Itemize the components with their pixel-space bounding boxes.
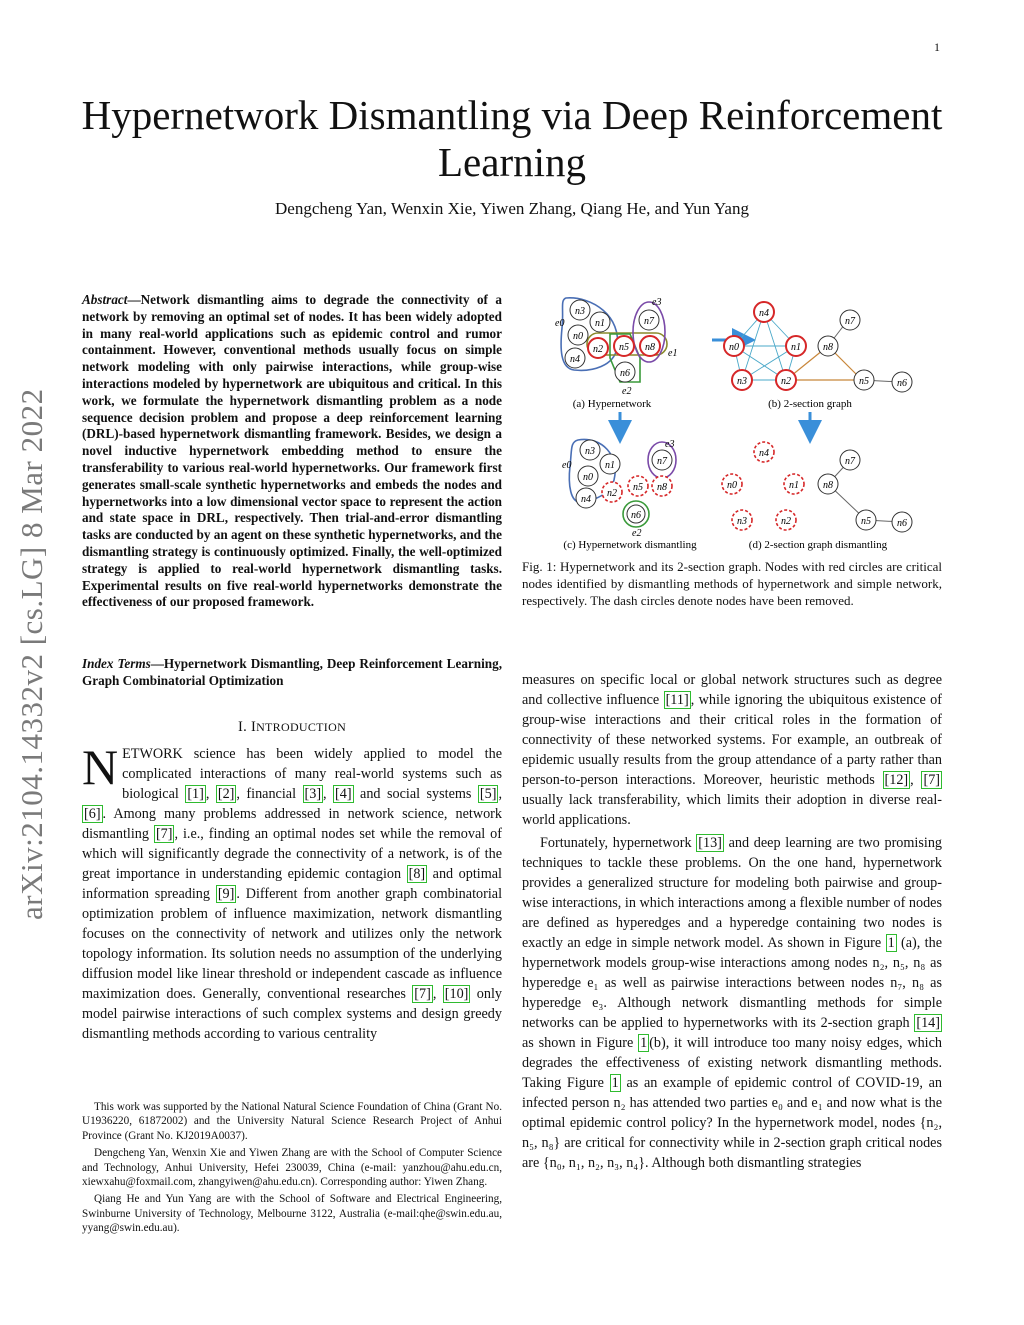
node-label: n5 xyxy=(619,342,629,353)
node-n7 xyxy=(840,450,860,470)
node-label: n8 xyxy=(657,482,667,493)
abstract-label: Abstract xyxy=(82,292,128,307)
node-n4 xyxy=(565,348,585,368)
node-label: n2 xyxy=(607,488,617,499)
edge-label-e0: e0 xyxy=(555,318,565,329)
body-text: , while ignoring the ubiquitous existence of group-wise interactions and their critical roles in the formation of connectivity of these networked systems. For example, an outbreak of epidemic usually results from the group attendance of a party rather than person-to-person interactions. Moreover, heuristic methods xyxy=(522,692,942,788)
intro-text: only model pairwise interactions of such complex systems and design greedy dismantling methods according to various centrality xyxy=(82,986,502,1042)
node-n2-removed xyxy=(776,510,796,530)
citation-link[interactable]: [7] xyxy=(414,986,431,1002)
node-label: n1 xyxy=(595,318,605,329)
intro-text: . Among many problems addressed in network science, network dismantling xyxy=(82,806,502,842)
node-label: n3 xyxy=(737,516,747,527)
citation-link[interactable]: [3] xyxy=(304,786,322,802)
node-label: n1 xyxy=(789,480,799,491)
node-label: n4 xyxy=(570,354,580,365)
node-n2-removed xyxy=(602,482,622,502)
node-n7 xyxy=(840,310,860,330)
node-label: n5 xyxy=(859,376,869,387)
node-n0 xyxy=(578,466,598,486)
intro-text: and social systems xyxy=(353,786,478,802)
author-list: Dengcheng Yan, Wenxin Xie, Yiwen Zhang, Qiang He, and Yun Yang xyxy=(275,199,749,218)
node-label: n0 xyxy=(729,342,739,353)
node-n5 xyxy=(856,510,876,530)
edge-label-e2: e2 xyxy=(622,386,632,397)
node-n3-critical xyxy=(732,370,752,390)
abstract-text: —Network dismantling aims to degrade the connectivity of a network by removing an optimal set of nodes. It has been widely adopted in many real-world applications such as epidemic control and rumor containment. However, conventional methods usually focus on simple network modeling with only pairwise interactions, while group-wise interactions modeled by hypernetwork are ubiquitous and critical. In this work, we formulate the hypernetwork dismantling problem as a node sequence decision problem and propose a deep reinforcement learning (DRL)-based hypernetwork dismantling framework. Besides, we design a novel inductive hypernetwork embedding method to ensure the transferability to various real-world hypernetworks. Our framework first generates small-scale synthetic hypernetworks and embeds the nodes and hypernetworks into a low dimensional vector space to represent the action and state space in DRL, respectively. Then trial-and-error dismantling tasks are conducted by an agent on these synthetic hypernetworks, and the dismantling strategy is continuously optimized. Finally, the well-optimized strategy is applied to real-world hypernetwork dismantling tasks. Experimental results on five real-world hypernetworks demonstrate the effectiveness of our proposed framework. xyxy=(82,292,502,610)
node-label: n7 xyxy=(644,316,654,327)
citation-link[interactable]: [11] xyxy=(665,692,689,708)
intro-text: , xyxy=(498,786,503,802)
node-n0-removed xyxy=(722,474,742,494)
panel-c-hypernetwork-dismantling xyxy=(562,439,697,551)
node-n4-critical xyxy=(754,302,774,322)
intro-text: , xyxy=(432,986,443,1002)
citation-link[interactable]: [2] xyxy=(217,786,235,802)
citation-link[interactable]: [8] xyxy=(408,866,426,882)
node-label: n6 xyxy=(897,378,907,389)
node-label: n4 xyxy=(759,448,769,459)
node-n5 xyxy=(854,370,874,390)
citation-link[interactable]: [5] xyxy=(479,786,497,802)
node-label: n1 xyxy=(605,460,615,471)
figure-1 xyxy=(522,288,942,552)
panel-b-label: (b) 2-section graph xyxy=(768,398,852,410)
body-text: and deep learning are two promising techniques to tackle these problems. On the one hand, hypernetwork provides a generalized structure for modeling both pairwise and group-wise interactions, in which interactions among a flexible number of nodes are defined as hyperedges and a hyperedge containing two nodes is exactly an edge in simple network model. As shown in Figure xyxy=(522,835,943,951)
node-n3 xyxy=(580,440,600,460)
citation-link[interactable]: [7] xyxy=(155,826,173,842)
edge-label-e2: e2 xyxy=(632,528,642,539)
body-text: as an example of epidemic control of COVID-19, an infected person n₂ has attended two parties e₀ and e₁ and now what is the optimal epidemic control policy? In the hypernetwork model, nodes {n₂, n₅, n₈} are critical for connectivity while in 2-section graph critical nodes are {n₀, n₁, n₂, n₃, n₄}. Although both dismantling strategies xyxy=(522,1075,942,1171)
node-n3 xyxy=(570,300,590,320)
panel-d-2-section-dismantling xyxy=(722,442,912,551)
body-text: measures on specific local or global network structures such as degree and collective influence xyxy=(522,672,942,708)
section-heading xyxy=(82,719,502,736)
node-n6 xyxy=(627,505,645,523)
citation-link[interactable]: [13] xyxy=(698,835,722,851)
drop-cap: N xyxy=(82,739,119,795)
footnote-funding: This work was supported by the National Natural Science Foundation of China (Grant No. U1936220, 61872002) and the University Natural Science Research Project of Anhui Province (Grant No. KJ2019A0037). xyxy=(82,1101,502,1142)
citation-link[interactable]: [4] xyxy=(335,786,352,802)
node-label: n8 xyxy=(823,342,833,353)
body-text: (a), the hypernetwork models group-wise interactions among nodes n₂, n₅, n₈ as hyperedge e₁ as well as pairwise interactions between nodes n₇, n₈ as hyperedge e₃. Although network dismantling methods for simple networks can be applied to hypernetworks with its 2-section graph xyxy=(522,935,942,1031)
index-terms-text: —Hypernetwork Dismantling, Deep Reinforcement Learning, Graph Combinatorial Optimization xyxy=(82,656,502,688)
node-label: n5 xyxy=(633,482,643,493)
figure-reference-link[interactable]: 1 xyxy=(887,935,895,951)
intro-text: science has been widely applied to model the complicated interactions of many real-world systems such as biological xyxy=(122,746,502,802)
page-number: 1 xyxy=(934,40,940,54)
paper-title: Hypernetwork Dismantling via Deep Reinforcement Learning xyxy=(81,92,943,185)
node-label: n7 xyxy=(845,456,855,467)
panel-b-2-section-graph xyxy=(724,302,912,410)
node-n0 xyxy=(568,325,588,345)
panel-a-hypernetwork xyxy=(555,297,677,410)
node-n8 xyxy=(818,474,838,494)
node-n4 xyxy=(576,488,596,508)
node-n2-critical xyxy=(588,338,608,358)
node-label: n7 xyxy=(845,316,855,327)
node-n7 xyxy=(652,450,672,470)
body-text: as shown in Figure xyxy=(522,1035,639,1051)
panel-d-label: (d) 2-section graph dismantling xyxy=(748,539,888,551)
figure-reference-link[interactable]: 1 xyxy=(611,1075,619,1091)
edge-label-e0: e0 xyxy=(562,460,572,471)
intro-text: , financial xyxy=(236,786,303,802)
node-label: n6 xyxy=(897,518,907,529)
node-label: n6 xyxy=(620,368,630,379)
abstract xyxy=(82,292,502,611)
citation-link[interactable]: [10] xyxy=(444,986,469,1002)
node-label: n3 xyxy=(585,446,595,457)
panel-c-label: (c) Hypernetwork dismantling xyxy=(563,539,697,551)
section-number: I. xyxy=(237,719,247,735)
node-n8-removed xyxy=(652,476,672,496)
node-label: n5 xyxy=(861,516,871,527)
intro-text: , xyxy=(323,786,334,802)
node-label: n7 xyxy=(657,456,667,467)
footnote-affiliation-1: Dengcheng Yan, Wenxin Xie and Yiwen Zhang are with the School of Computer Science and Technology, Anhui University, Hefei 230039, China (e-mail: yanzhou@ahu.edu.cn, xiewxahu@foxmail.com, zhangyiwen@ahu.edu.cn). Corresponding author: Yiwen Zhang. xyxy=(82,1147,502,1189)
node-n1-removed xyxy=(784,474,804,494)
node-n1 xyxy=(600,454,620,474)
citation-link[interactable]: [7] xyxy=(923,772,941,788)
node-n3-removed xyxy=(732,510,752,530)
right-column-text xyxy=(522,670,942,1173)
body-text: Fortunately, hypernetwork xyxy=(540,835,697,851)
node-n6 xyxy=(892,512,912,532)
node-label: n4 xyxy=(581,494,591,505)
node-n0-critical xyxy=(724,336,744,356)
node-label: n8 xyxy=(823,480,833,491)
intro-text: . Different from another graph combinatorial optimization problem of influence maximization, network dismantling focuses on the connectivity of network and utilizes only the network topology information. Its solution needs no assumption of the underlying diffusion model like linear threshold or independent cascade as influence maximization does. Generally, conventional researches xyxy=(82,886,503,1002)
node-n1-critical xyxy=(786,336,806,356)
node-n4-removed xyxy=(754,442,774,462)
node-label: n4 xyxy=(759,308,769,319)
panel-a-label: (a) Hypernetwork xyxy=(572,398,652,410)
node-label: n2 xyxy=(781,516,791,527)
intro-text: , xyxy=(205,786,216,802)
node-n1 xyxy=(590,312,610,332)
node-n7 xyxy=(639,310,659,330)
node-n6 xyxy=(615,362,635,382)
figure-caption: Fig. 1: Hypernetwork and its 2-section graph. Nodes with red circles are critical nodes identified by dismantling methods of hypernetwork and simple network, respectively. The dash circles denote nodes have been removed. xyxy=(522,559,942,608)
citation-link[interactable]: [12] xyxy=(884,772,909,788)
footnotes xyxy=(82,1100,502,1239)
node-label: n1 xyxy=(791,342,801,353)
arxiv-identifier: arXiv:2104.14332v2 [cs.LG] 8 Mar 2022 xyxy=(14,388,49,920)
node-label: n3 xyxy=(737,376,747,387)
paragraph xyxy=(522,833,942,1173)
node-n5-removed xyxy=(628,476,648,496)
body-text: (b), it will introduce too many noisy edges, which degrades the effectiveness of existing network dismantling methods. Taking Figure xyxy=(522,1035,942,1091)
body-text: usually lack transferability, which limits their adoption in diverse real-world applications. xyxy=(522,792,942,828)
figure-reference-link[interactable]: 1 xyxy=(640,1035,648,1051)
node-n2-critical xyxy=(776,370,796,390)
intro-text: and optimal information spreading xyxy=(82,866,502,902)
node-label: n8 xyxy=(645,342,655,353)
edge-label-e3: e3 xyxy=(652,297,662,308)
citation-link[interactable]: [9] xyxy=(217,886,235,902)
index-terms-label: Index Terms xyxy=(82,656,151,671)
section-title-initial: I xyxy=(250,719,257,735)
index-terms xyxy=(82,656,502,690)
node-label: n0 xyxy=(583,472,593,483)
intro-text: , i.e., finding an optimal nodes set while the removal of which will significantly degrade the connectivity of a network, is of the great importance in understanding epidemic contagion xyxy=(82,826,502,882)
node-label: n6 xyxy=(631,510,641,521)
edge-label-e1: e1 xyxy=(668,348,678,359)
node-n6 xyxy=(892,372,912,392)
node-label: n2 xyxy=(593,344,603,355)
node-n8-critical xyxy=(640,336,660,356)
section-title-rest: NTRODUCTION xyxy=(256,720,347,734)
body-text: , xyxy=(910,772,922,788)
citation-link[interactable]: [14] xyxy=(916,1015,940,1031)
node-n5-critical xyxy=(614,336,634,356)
node-label: n0 xyxy=(573,331,583,342)
introduction-paragraph xyxy=(82,739,503,1044)
node-label: n3 xyxy=(575,306,585,317)
node-n8 xyxy=(818,336,838,356)
lead-word: ETWORK xyxy=(122,746,183,762)
paragraph xyxy=(522,670,942,830)
node-label: n0 xyxy=(727,480,737,491)
node-label: n2 xyxy=(781,376,791,387)
citation-link[interactable]: [1] xyxy=(187,786,204,802)
edge-label-e3: e3 xyxy=(665,439,675,450)
citation-link[interactable]: [6] xyxy=(84,806,101,822)
footnote-affiliation-2: Qiang He and Yun Yang are with the School of Software and Electrical Engineering, Swinburne University of Technology, Melbourne 3122, Australia (e-mail:qhe@swin.edu.au, yyang@swin.edu.au). xyxy=(82,1193,502,1235)
